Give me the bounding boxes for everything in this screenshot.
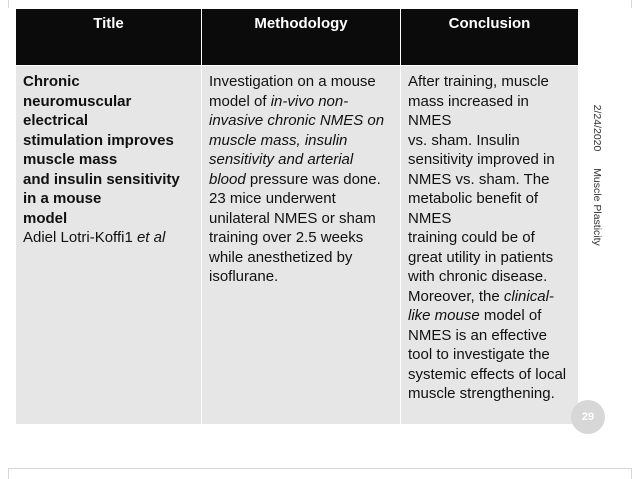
table-row bbox=[16, 66, 578, 425]
title-line: stimulation improves bbox=[23, 131, 174, 149]
title-line: and insulin sensitivity bbox=[23, 170, 180, 188]
methodology-text: pressure was done. 23 mice underwent unilateral NMES or sham training over 2.5 weeks while anesthetized by isoflurane. bbox=[209, 170, 381, 285]
slide-frame-top bbox=[8, 0, 632, 8]
title-line: electrical bbox=[23, 112, 89, 129]
header-methodology: Methodology bbox=[202, 9, 401, 66]
conclusion-text: model of NMES is an effective tool to investigate the systemic effects of local muscle strengthening. bbox=[408, 307, 567, 402]
methodology-italic: in-vivo non-invasive chronic NMES on muscle mass, insulin sensitivity and arterial blood bbox=[209, 92, 385, 188]
conclusion-line: After training, muscle mass increased in bbox=[408, 73, 549, 110]
header-conclusion: Conclusion bbox=[401, 9, 579, 66]
author-name: Adiel Lotri-Koffi1 bbox=[23, 229, 137, 246]
author-etal: et al bbox=[136, 229, 166, 246]
title-line: model bbox=[23, 209, 68, 227]
conclusion-line: NMES bbox=[408, 112, 452, 129]
cell-title bbox=[16, 66, 202, 425]
conclusion-italic: clinical-like mouse bbox=[408, 287, 554, 324]
conclusion-line: NMES bbox=[408, 209, 452, 227]
cell-conclusion bbox=[401, 66, 579, 425]
title-line: muscle mass bbox=[23, 151, 118, 168]
title-line: Chronic bbox=[23, 73, 80, 90]
conclusion-line: vs. sham. Insulin sensitivity improved in NMES vs. sham. The metabolic benefit of bbox=[408, 131, 555, 207]
table-header-row bbox=[16, 9, 578, 66]
slide-footer-title: Muscle Plasticity bbox=[591, 168, 603, 246]
paper-author bbox=[23, 228, 194, 248]
summary-table bbox=[16, 9, 578, 424]
slide-frame-bottom bbox=[8, 468, 632, 479]
conclusion-paragraph bbox=[408, 228, 571, 404]
paper-title bbox=[23, 72, 194, 228]
cell-methodology bbox=[202, 66, 401, 425]
header-title: Title bbox=[16, 9, 202, 66]
title-line: in a mouse bbox=[23, 190, 102, 207]
methodology-text: Investigation on a mouse model of bbox=[209, 73, 376, 110]
conclusion-text: training could be of great utility in patients with chronic disease. Moreover, the bbox=[408, 229, 554, 305]
slide-date: 2/24/2020 bbox=[591, 104, 603, 152]
page-number-badge: 29 bbox=[571, 400, 605, 434]
title-line: neuromuscular bbox=[23, 92, 132, 110]
